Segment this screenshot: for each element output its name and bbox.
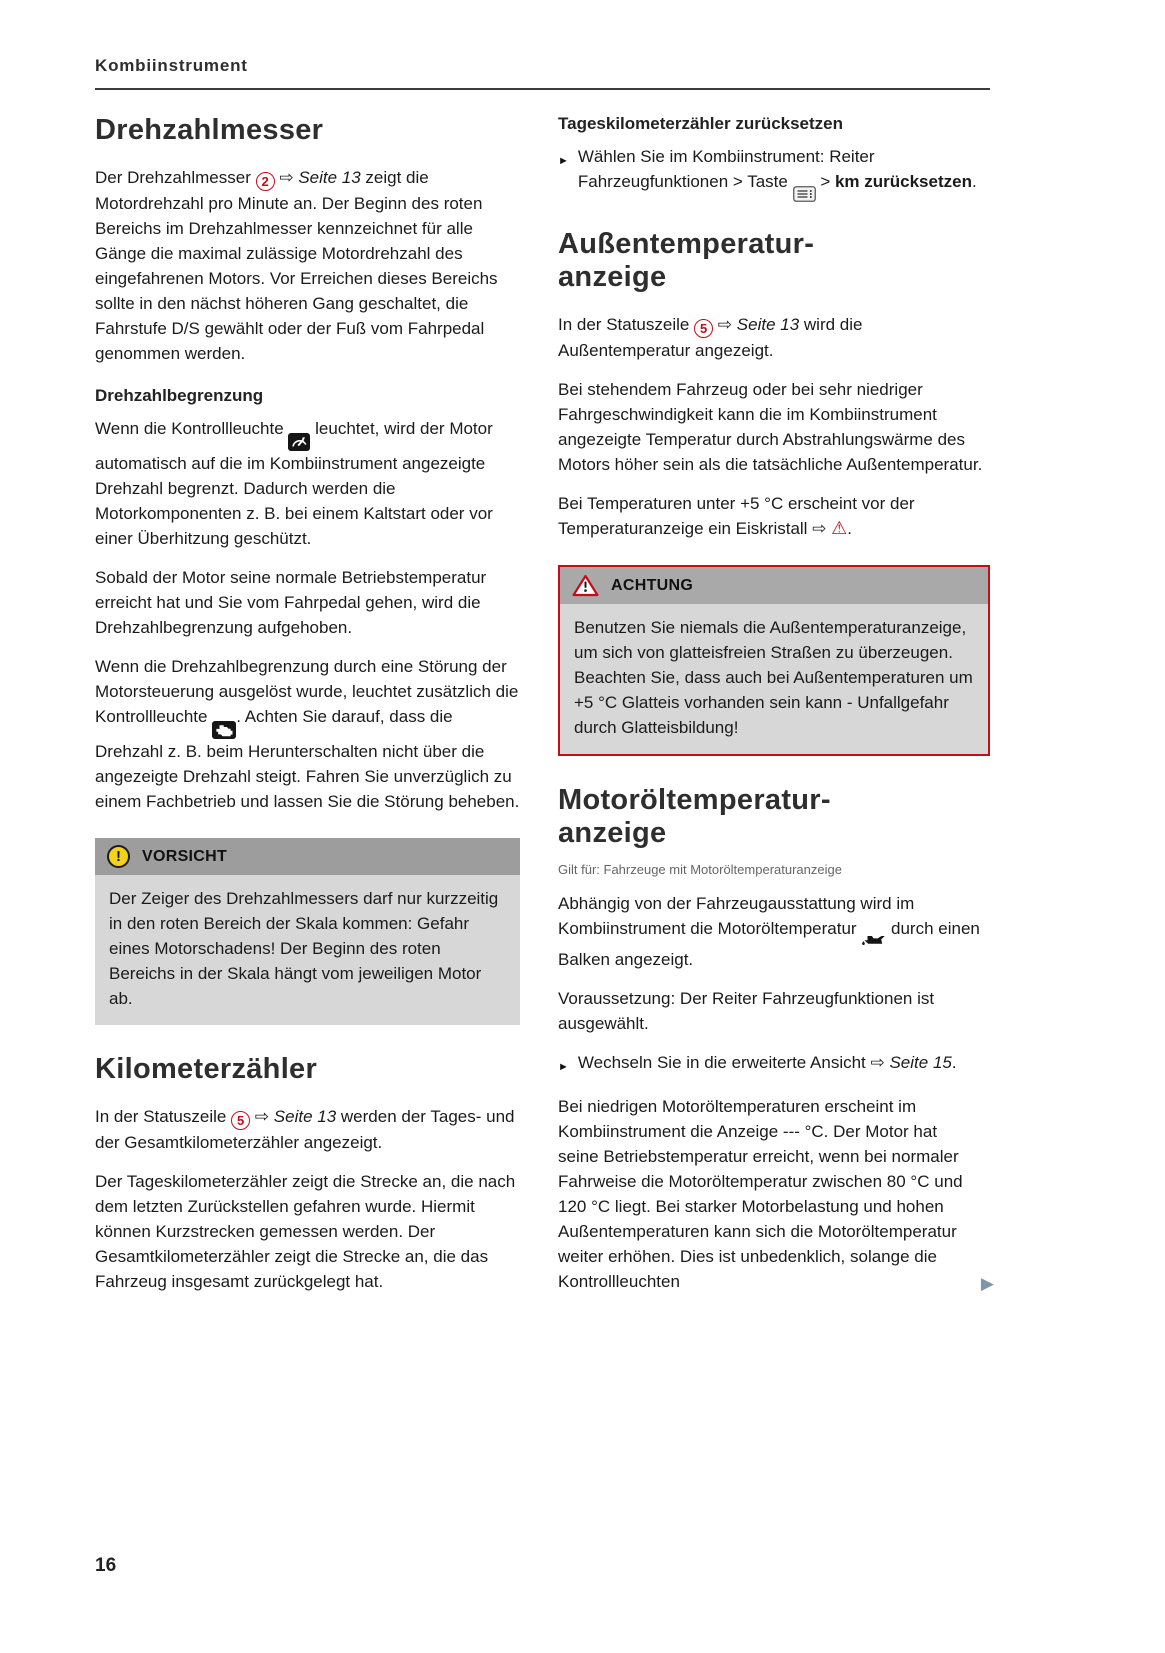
warning-triangle-icon: ⚠ [831,518,848,539]
left-column [95,114,520,1308]
page-reference: Seite 13 [298,168,361,188]
box-body [560,604,988,754]
caution-box [95,838,520,1025]
box-body [95,875,520,1025]
content-columns [95,114,994,1308]
continue-arrow-icon: ▶ [980,1274,994,1294]
header-rule [95,88,990,90]
paragraph: In der Statuszeile 5 ⇨ Seite 13 werden der Tages- und der Gesamtkilometerzähler angezeigt. [95,1107,515,1153]
running-header: Kombiinstrument [95,56,248,75]
section-title: Drehzahlmesser [95,114,324,146]
engine-indicator-icon [212,721,236,739]
caution-circle-icon: ! [107,845,130,868]
paragraph: Wenn die Kontrollleuchte leuchtet, wird der Motor automatisch auf die im Kombiinstrument angezeigte Drehzahl begrenzt. Dadurch werden die Motorkomponenten z. B. bei einem Kaltstart oder vor einer Überhitzung geschützt. [95,419,493,549]
paragraph: Wenn die Drehzahlbegrenzung durch eine Störung der Motorsteuerung ausgelöst wurde, leuchtet zusätzlich die Kontrollleuchte . Achten Sie darauf, dass die Drehzahl z. B. beim Herunterschalten nicht über die angezeigte Drehzahl steigt. Fahren Sie unverzüglich zu einem Fachbetrieb und lassen Sie die Störung beheben. [95,657,520,812]
paragraph: Bei Temperaturen unter +5 °C erscheint vor der Temperaturanzeige ein Eiskristall ⇨ ⚠. [558,494,915,539]
warning-triangle-icon [572,574,599,597]
box-header [560,567,988,604]
right-column [558,114,994,1308]
emphasized-text: km zurücksetzen [834,172,972,191]
section-title: Motoröltemperatur- anzeige [558,784,831,850]
box-title: VORSICHT [142,847,228,865]
paragraph: In der Statuszeile 5 ⇨ Seite 13 wird die Außentemperatur angezeigt. [558,315,863,361]
section-title: Kilometerzähler [95,1053,318,1086]
instruction-item [558,1050,990,1080]
sub-section-title: Drehzahlbegrenzung [95,386,264,406]
paragraph: Abhängig von der Fahrzeugausstattung wird im Kombiinstrument die Motoröltemperatur durch einen Balken angezeigt. [558,894,980,970]
box-paragraph: Der Zeiger des Drehzahlmessers darf nur kurzzeitig in den roten Bereich der Skala kommen: Gefahr eines Motorschadens! Der Beginn des roten Bereichs in der Skala hängt vom jeweiligen Motor ab. [109,889,499,1009]
page-number: 16 [95,1555,117,1576]
paragraph: Bei niedrigen Motoröltemperaturen erscheint im Kombiinstrument die Anzeige --- °C. Der Motor hat seine Betriebstemperatur erreicht, wenn bei normaler Fahrweise die Motoröltemperatur zwischen 80 °C und 120 °C liegt. Bei starker Motorbelastung und hohen Außentemperaturen kann sich die Motoröltemperatur weiter erhöhen. Dies ist unbedenklich, solange die Kontrollleuchten ▶ [558,1097,994,1294]
warning-box [558,565,990,756]
page-reference: Seite 13 [736,315,800,335]
menu-key-icon [793,186,816,202]
instruction-text: Wählen Sie im Kombiinstrument: Reiter Fahrzeugfunktionen > Taste > km zurücksetzen. [578,144,990,202]
instruction-text: Wechseln Sie in die erweiterte Ansicht ⇨ Seite 15. [577,1053,957,1073]
instruction-item [558,144,990,202]
circled-number: 2 [256,172,275,191]
box-header [95,838,520,875]
oil-temperature-icon [861,933,886,947]
paragraph: Bei stehendem Fahrzeug oder bei sehr niedriger Fahrgeschwindigkeit kann die im Kombiinstrument angezeigte Temperatur durch Abstrahlungswärme des Motors höher sein als die tatsächliche Außentemperatur. [558,380,983,475]
applicability-note: Gilt für: Fahrzeuge mit Motoröltemperaturanzeige [558,862,842,878]
box-title: ACHTUNG [611,576,694,594]
paragraph: Der Tageskilometerzähler zeigt die Strecke an, die nach dem letzten Zurückstellen gefahren wurde. Hiermit können Kurzstrecken gemessen werden. Der Gesamtkilometerzähler zeigt die Strecke an, die das Fahrzeug insgesamt zurückgelegt hat. [95,1172,516,1292]
bullet-arrow-icon: ► [558,1061,569,1074]
paragraph: Voraussetzung: Der Reiter Fahrzeugfunktionen ist ausgewählt. [558,989,935,1034]
sub-section-title: Tageskilometerzähler zurücksetzen [558,114,844,133]
box-paragraph: Benutzen Sie niemals die Außentemperaturanzeige, um sich von glatteisfreien Straßen zu überzeugen. Beachten Sie, dass auch bei Außentemperaturen um +5 °C Glatteis vorhanden sein kann - Unfallgefahr durch Glatteisbildung! [574,618,973,738]
page-reference: Seite 13 [273,1107,337,1127]
paragraph: Der Drehzahlmesser 2 ⇨ Seite 13 zeigt die Motordrehzahl pro Minute an. Der Beginn des roten Bereichs im Drehzahlmesser kennzeichnet für alle Gänge die maximal zulässige Motordrehzahl des eingefahrenen Motors. Vor Erreichen dieses Bereichs sollte in den nächst höheren Gang geschaltet, die Fahrstufe D/S gewählt oder der Fuß vom Fahrpedal genommen werden. [95,168,498,364]
paragraph: Sobald der Motor seine normale Betriebstemperatur erreicht hat und Sie vom Fahrpedal gehen, wird die Drehzahlbegrenzung aufgehoben. [95,568,487,638]
section-title: Außentemperatur- anzeige [558,228,815,294]
bullet-arrow-icon: ► [558,155,569,167]
page-reference: Seite 15 [889,1053,952,1073]
circled-number: 5 [694,319,713,338]
circled-number: 5 [231,1111,250,1130]
rpm-limit-indicator-icon [288,433,310,451]
